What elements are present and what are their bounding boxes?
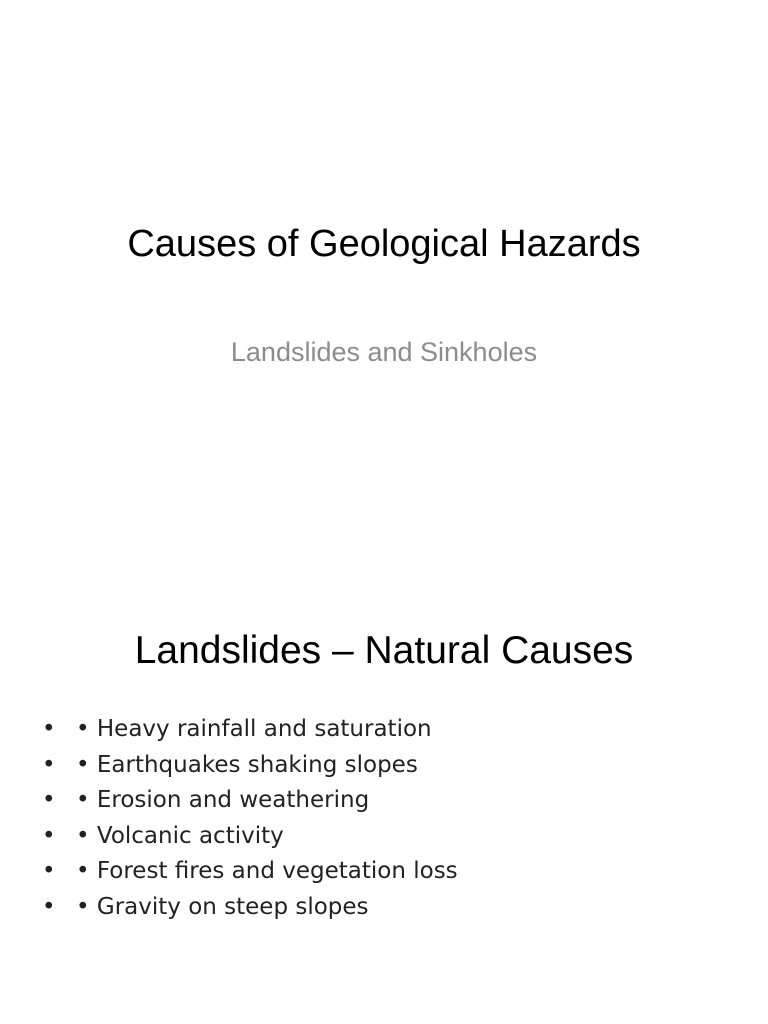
list-item (42, 819, 458, 855)
list-item-text: • Heavy rainfall and saturation (76, 716, 432, 742)
list-item (42, 783, 458, 819)
bullet-marker: • (42, 751, 56, 778)
bullet-list (42, 712, 458, 926)
bullet-marker: • (42, 716, 56, 742)
slide-title: Landslides – Natural Causes (134, 629, 634, 672)
slide-subtitle: Landslides and Sinkholes (230, 337, 538, 367)
bullet-marker: • (42, 787, 56, 814)
list-item (42, 890, 458, 926)
list-item-text: • Earthquakes shaking slopes (76, 751, 418, 778)
list-item-text: • Forest fires and vegetation loss (76, 858, 458, 885)
slide-title: Causes of Geological Hazards (127, 223, 641, 265)
list-item (42, 748, 458, 784)
bullet-marker: • (42, 822, 56, 849)
list-item-text: • Volcanic activity (76, 822, 284, 849)
list-item-text: • Gravity on steep slopes (76, 893, 369, 920)
list-item (42, 854, 458, 890)
bullet-marker: • (42, 858, 56, 885)
bullet-marker: • (42, 893, 56, 920)
list-item (42, 712, 458, 748)
content-slide (0, 576, 768, 1024)
list-item-text: • Erosion and weathering (76, 787, 370, 814)
